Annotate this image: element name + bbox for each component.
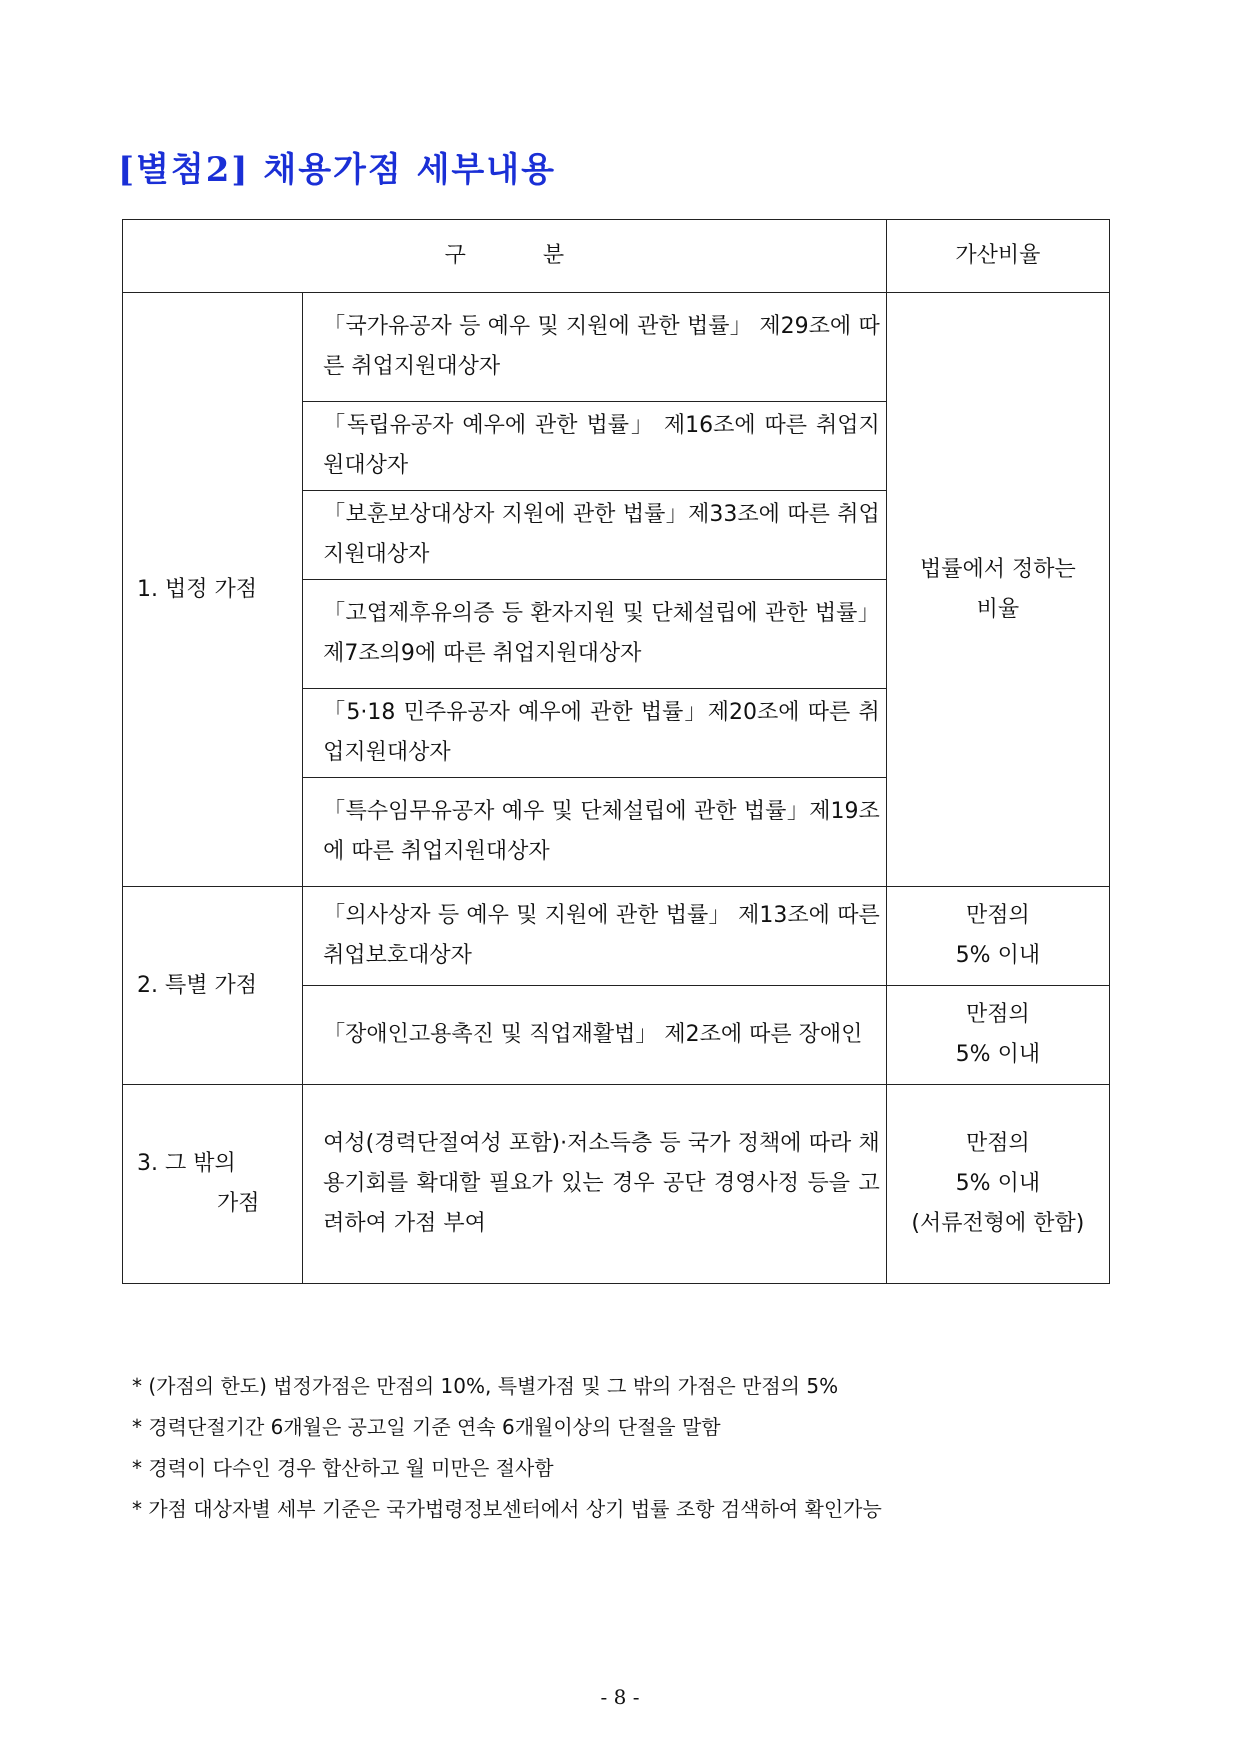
bonus-points-table <box>122 219 1110 1284</box>
special-item-1: 「의사상자 등 예우 및 지원에 관한 법률」 제13조에 따른 취업보호대상자 <box>303 887 887 986</box>
other-item: 여성(경력단절여성 포함)·저소득층 등 국가 정책에 따라 채용기회를 확대할 필요가 있는 경우 공단 경영사정 등을 고려하여 가점 부여 <box>303 1085 887 1284</box>
category-line: 가점 <box>217 1191 260 1216</box>
header-rate: 가산비율 <box>886 220 1109 293</box>
legal-item-3: 「보훈보상대상자 지원에 관한 법률」제33조에 따른 취업지원대상자 <box>303 491 887 580</box>
rate-other <box>886 1085 1109 1284</box>
category-special: 2. 특별 가점 <box>123 887 303 1085</box>
rate-line: (서류전형에 한함) <box>911 1211 1085 1236</box>
rate-line: 만점의 <box>965 903 1030 928</box>
rate-special-1 <box>886 887 1109 986</box>
header-category: 구 분 <box>123 220 887 293</box>
legal-item-6: 「특수임무유공자 예우 및 단체설립에 관한 법률」제19조에 따른 취업지원대상자 <box>303 778 887 887</box>
table-header-row <box>123 220 1110 293</box>
legal-item-2: 「독립유공자 예우에 관한 법률」 제16조에 따른 취업지원대상자 <box>303 402 887 491</box>
category-line: 3. 그 밖의 <box>137 1151 236 1176</box>
table-row <box>123 1085 1110 1284</box>
rate-line: 만점의 <box>965 1131 1030 1156</box>
note-item: * 경력이 다수인 경우 합산하고 월 미만은 절사함 <box>132 1456 554 1480</box>
rate-legal: 법률에서 정하는 비율 <box>886 293 1109 887</box>
special-item-2: 「장애인고용촉진 및 직업재활법」 제2조에 따른 장애인 <box>303 986 887 1085</box>
category-other <box>123 1085 303 1284</box>
notes <box>132 1366 1122 1530</box>
category-legal: 1. 법정 가점 <box>123 293 303 887</box>
table-row <box>123 887 1110 986</box>
rate-line: 만점의 <box>965 1002 1030 1027</box>
table-row <box>123 293 1110 402</box>
note-item: * 경력단절기간 6개월은 공고일 기준 연속 6개월이상의 단절을 말함 <box>132 1415 721 1439</box>
rate-special-2 <box>886 986 1109 1085</box>
rate-line: 5% 이내 <box>955 1171 1041 1196</box>
legal-item-5: 「5·18 민주유공자 예우에 관한 법률」제20조에 따른 취업지원대상자 <box>303 689 887 778</box>
legal-item-1: 「국가유공자 등 예우 및 지원에 관한 법률」 제29조에 따른 취업지원대상자 <box>303 293 887 402</box>
legal-item-4: 「고엽제후유의증 등 환자지원 및 단체설립에 관한 법률」제7조의9에 따른 취업지원대상자 <box>303 580 887 689</box>
rate-line: 5% 이내 <box>955 943 1041 968</box>
rate-line: 5% 이내 <box>955 1042 1041 1067</box>
page-title: [별첨2] 채용가점 세부내용 <box>118 150 556 190</box>
note-item: * (가점의 한도) 법정가점은 만점의 10%, 특별가점 및 그 밖의 가점은 만점의 5% <box>132 1374 839 1398</box>
note-item: * 가점 대상자별 세부 기준은 국가법령정보센터에서 상기 법률 조항 검색하여 확인가능 <box>132 1497 882 1521</box>
page-number: - 8 - <box>600 1685 640 1709</box>
